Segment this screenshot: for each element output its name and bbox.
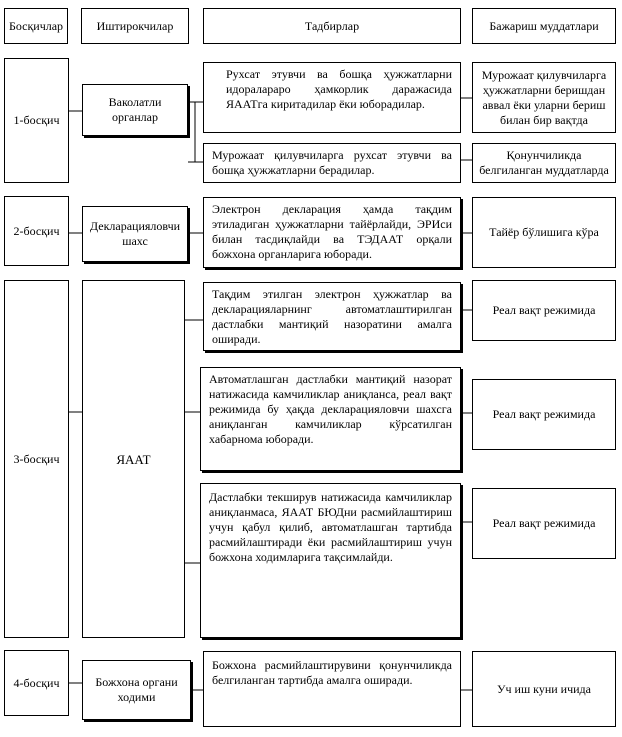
stage-1-activity-1: Рухсат этувчи ва бошқа ҳужжатларни идоралараро ҳамкорлик даражасида ЯААТга киритадилар ёки юборадилар. — [203, 62, 461, 133]
stage-3-deadline-1: Реал вақт режимида — [472, 280, 616, 341]
header-participants: Иштирокчилар — [81, 8, 189, 44]
stage-1-box: 1-босқич — [4, 58, 69, 183]
stage-3-activity-1: Тақдим этилган электрон ҳужжатлар ва декларацияларнинг автоматлаштирилган дастлабки мантиқий назоратини амалга оширади. — [203, 282, 461, 351]
stage-3-participant: ЯААТ — [82, 280, 185, 638]
stage-3-activity-3: Дастлабки текширув натижасида камчиликлар аниқланмаса, ЯААТ БЮДни расмийлаштириш учун қабул қилиб, автоматлашган тартибда расмийлаштиради ёки расмийлаштириш учун божхона ходимларига тақсимлайди. — [200, 483, 461, 638]
stage-4-box: 4-босқич — [4, 650, 69, 716]
header-activities: Тадбирлар — [203, 8, 461, 44]
stage-2-participant: Декларацияловчи шахс — [82, 206, 188, 262]
stage-4-deadline: Уч иш куни ичида — [472, 651, 616, 727]
stage-2-activity: Электрон декларация ҳамда тақдим этиладиган ҳужжатларни тайёрлайди, ЭРИси билан тасдиқлайди ва ТЭДААТ орқали божхона органларига юборади. — [203, 197, 461, 268]
header-deadlines: Бажариш муддатлари — [472, 8, 616, 44]
stage-1-deadline-1: Мурожаат қилувчиларга ҳужжатларни беришдан аввал ёки уларни бериш билан бир вақтда — [472, 62, 616, 133]
stage-1-participant: Ваколатли органлар — [82, 84, 188, 136]
header-stage: Босқичлар — [4, 8, 68, 44]
stage-4-participant: Божхона органи ходими — [82, 660, 191, 720]
stage-3-deadline-2: Реал вақт режимида — [472, 379, 616, 450]
stage-3-deadline-3: Реал вақт режимида — [472, 488, 616, 559]
stage-2-box: 2-босқич — [4, 196, 69, 266]
stage-3-box: 3-босқич — [4, 280, 69, 638]
stage-1-deadline-2: Қонунчиликда белгиланган муддатларда — [472, 143, 616, 183]
stage-3-activity-2: Автоматлашган дастлабки мантиқий назорат натижасида камчиликлар аниқланса, реал вақт режимида бу ҳақда декларацияловчи шахсга аниқланган камчиликлар кўрсатилган хабарнома юборади. — [200, 367, 461, 471]
stage-1-activity-2: Мурожаат қилувчиларга рухсат этувчи ва бошқа ҳужжатларни берадилар. — [203, 143, 461, 183]
stage-2-deadline: Тайёр бўлишига кўра — [472, 197, 616, 268]
stage-4-activity: Божхона расмийлаштирувини қонунчиликда белгиланган тартибда амалга оширади. — [203, 651, 461, 727]
